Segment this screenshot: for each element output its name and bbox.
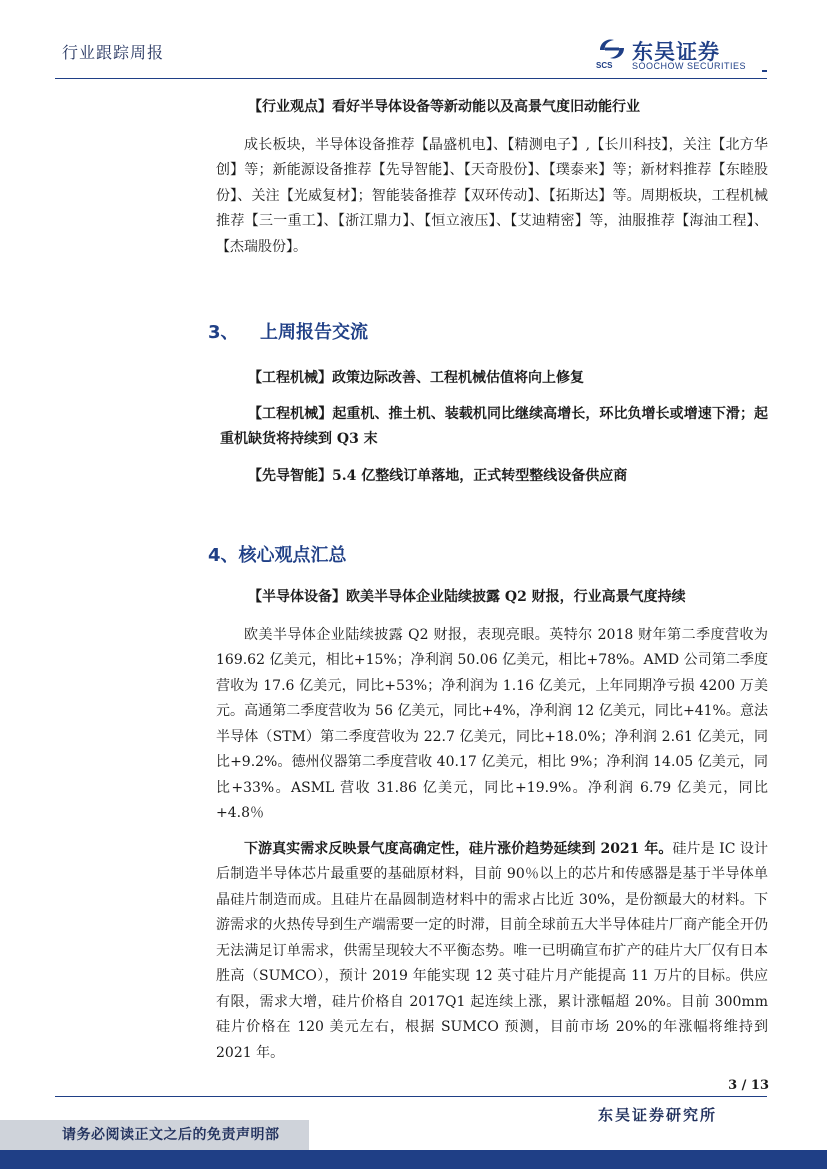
section-3-title: 上周报告交流 [260,322,368,343]
header-tick [762,70,767,72]
company-logo [596,34,776,74]
logo-english-name: SOOCHOW SECURITIES [632,61,747,71]
report-item-2: 【工程机械】起重机、推土机、装载机同比继续高增长，环比负增长或增速下滑；起重机缺货将持续到 Q3 末 [220,405,768,447]
section-3-heading [208,318,768,344]
logo-chinese-name: 东吴证券 [632,40,720,64]
header-divider [55,78,767,79]
view-heading: 【行业观点】看好半导体设备等新动能以及高景气度旧动能行业 [248,99,640,115]
footer-divider [55,1096,767,1097]
section-3-number: 3、 [208,322,239,343]
section-4-title: 4、核心观点汇总 [208,545,347,566]
view-body: 成长板块，半导体设备推荐【晶盛机电】、【精测电子】,【长川科技】，关注【北方华创】等；新能源设备推荐【先导智能】、【天奇股份】、【璞泰来】等；新材料推荐【东睦股份】、关注【光威复材】；智能装备推荐【双环传动】、【拓斯达】等。周期板块，工程机械推荐【三一重工】、【浙江鼎力】、【恒立液压】、【艾迪精密】等，油服推荐【海油工程】、【杰瑞股份】。 [216,136,768,255]
page-number: 3 / 13 [728,1078,769,1093]
report-item-3: 【先导智能】5.4 亿整线订单落地，正式转型整线设备供应商 [248,467,628,484]
logo-mark-icon [596,36,628,63]
logo-abbreviation: SCS [596,61,613,70]
semiconductor-para-1: 欧美半导体企业陆续披露 Q2 财报，表现亮眼。英特尔 2018 财年第二季度营收为 169.62 亿美元，相比+15%；净利润 50.06 亿美元，相比+78%。AMD 公司第二季度营收为 17.6 亿美元，同比+53%；净利润为 1.16 亿美元，上年同期净亏损 4200 万美元。高通第二季度营收为 56 亿美元，同比+4%，净利润 12 亿美元，同比+41%。意法半导体（STM）第二季度营收为 22.7 亿美元，同比+18.0%；净利润 2.61 亿美元，同比+9.2%。德州仪器第二季度营收 40.17 亿美元，相比 9%；净利润 14.05 亿美元，同比+33%。ASML 营收 31.86 亿美元，同比+19.9%。净利润 6.79 亿美元，同比+4.8％ [216,626,768,821]
semiconductor-heading: 【半导体设备】欧美半导体企业陆续披露 Q2 财报，行业高景气度持续 [248,589,686,605]
disclaimer-notice: 请务必阅读正文之后的免责声明部 [62,1127,280,1143]
footer-bar [0,1150,827,1169]
report-type-title: 行业跟踪周报 [62,43,165,62]
para-2-lead: 下游真实需求反映景气度高确定性，硅片涨价趋势延续到 2021 年。 [244,840,673,857]
main-content [208,95,768,1066]
report-item-1: 【工程机械】政策边际改善、工程机械估值将向上修复 [248,370,584,386]
semiconductor-para-2 [216,837,768,1067]
para-2-body: 硅片是 IC 设计后制造半导体芯片最重要的基础原材料，目前 90％以上的芯片和传感器是基于半导体单晶硅片制造而成。且硅片在晶圆制造材料中的需求占比近 30%，是份额最大的材料。下游需求的火热传导到生产端需要一定的时滞，目前全球前五大半导体硅片厂商产能全开仍无法满足订单需求，供需呈现较大不平衡态势。唯一已明确宣布扩产的硅片大厂仅有日本胜高（SUMCO），预计 2019 年能实现 12 英寸硅片月产能提高 11 万片的目标。供应有限，需求大增，硅片价格自 2017Q1 起连续上涨，累计涨幅超 20%。目前 300mm 硅片价格在 120 美元左右，根据 SUMCO 预测，目前市场 20%的年涨幅将维持到 2021 年。 [216,840,768,1061]
research-institute: 东吴证券研究所 [598,1106,718,1124]
